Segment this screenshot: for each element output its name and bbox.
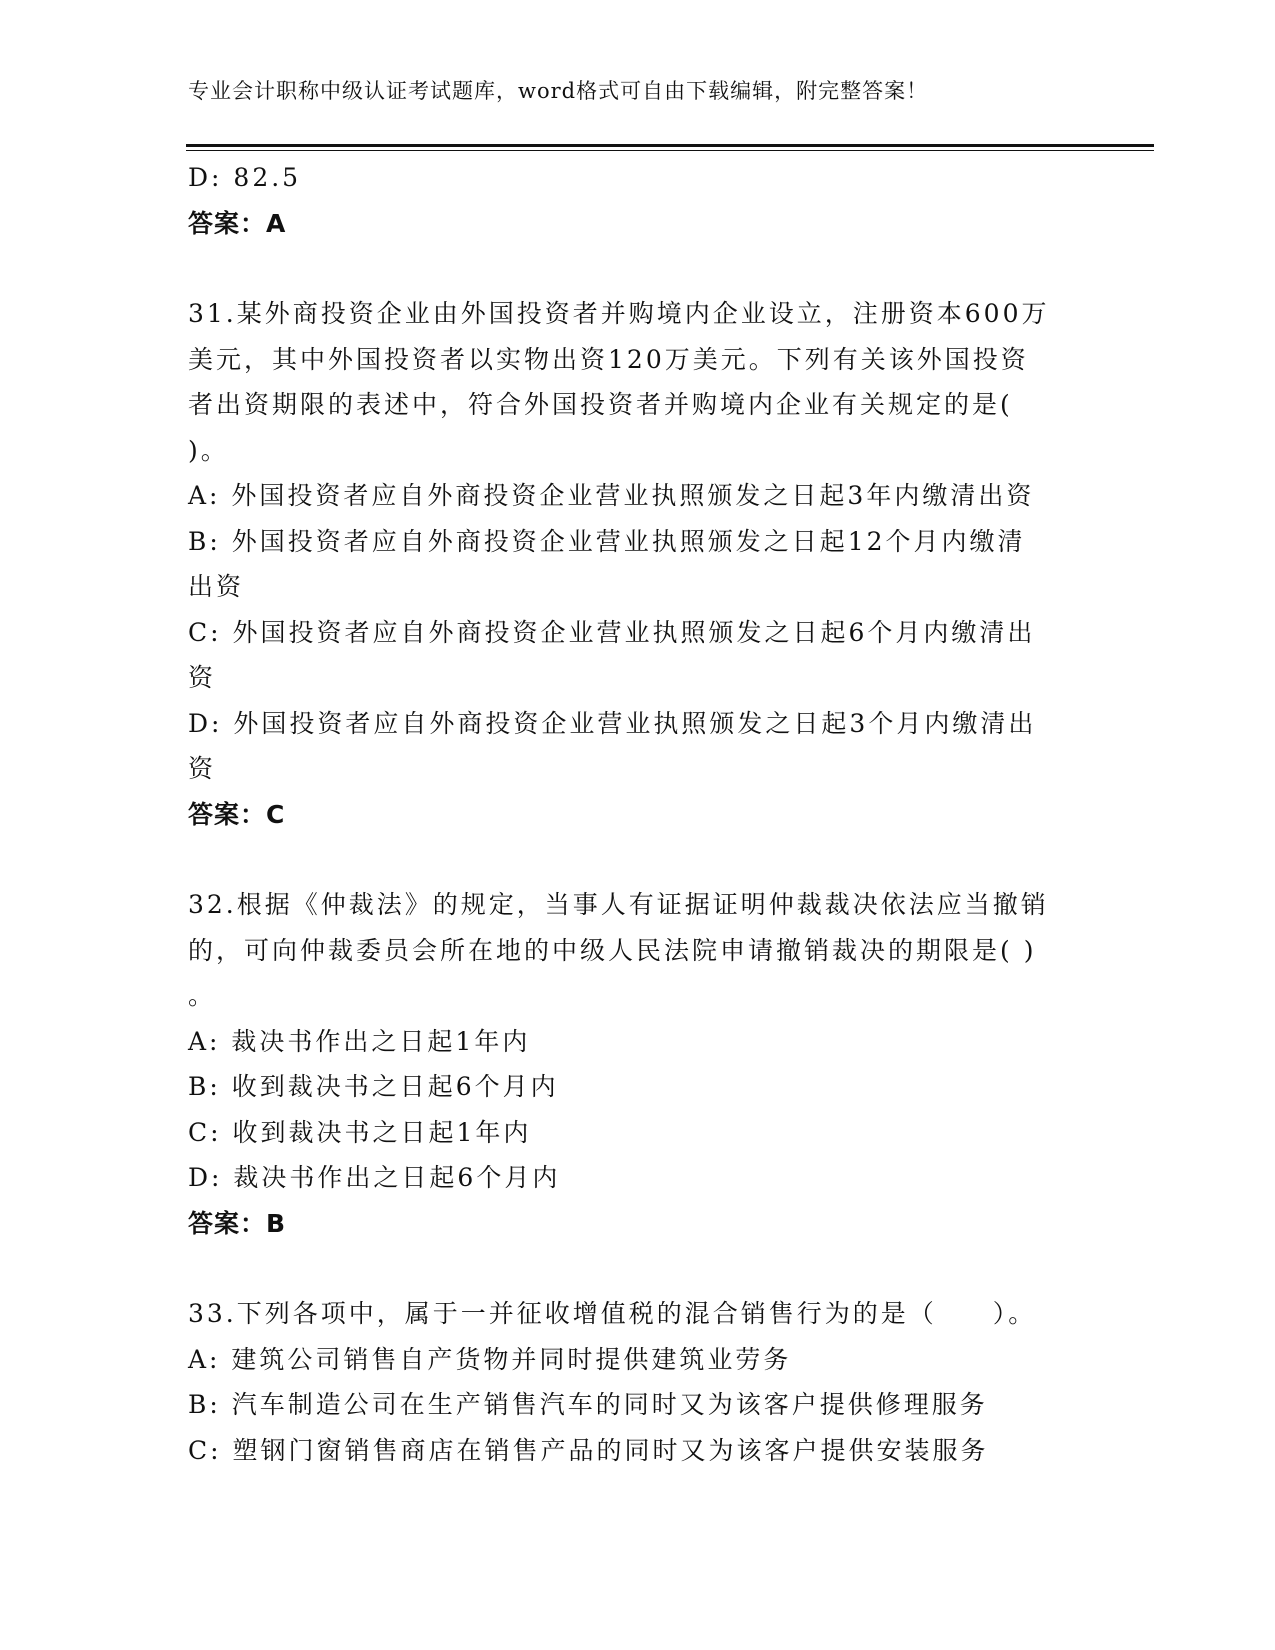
q31-stem-line: 者出资期限的表述中，符合外国投资者并购境内企业有关规定的是(: [188, 390, 1013, 419]
q31-option-d: D: 外国投资者应自外商投资企业营业执照颁发之日起3个月内缴清出: [188, 708, 1037, 738]
page-header: 专业会计职称中级认证考试题库，word格式可自由下载编辑，附完整答案！: [188, 79, 929, 103]
q31-stem-line: 美元，其中外国投资者以实物出资120万美元。下列有关该外国投资: [188, 344, 1029, 374]
q33-stem-line: 33.下列各项中，属于一并征收增值税的混合销售行为的是（ ）。: [188, 1299, 1037, 1328]
q32-option-a: A: 裁决书作出之日起1年内: [188, 1026, 531, 1056]
q33-option-a: A: 建筑公司销售自产货物并同时提供建筑业劳务: [188, 1344, 792, 1374]
q31-option-d-cont: 资: [188, 754, 217, 783]
q32-option-b: B: 收到裁决书之日起6个月内: [188, 1072, 559, 1101]
q32-stem-line: 。: [188, 981, 217, 1010]
q31-option-b: B: 外国投资者应自外商投资企业营业执照颁发之日起12个月内缴清: [188, 526, 1026, 556]
header-rule-thick: [186, 144, 1154, 147]
q31-stem-line: )。: [188, 435, 229, 465]
q32-option-d: D: 裁决书作出之日起6个月内: [188, 1163, 561, 1192]
q32-stem-line: 32.根据《仲裁法》的规定，当事人有证据证明仲裁裁决依法应当撤销: [188, 890, 1049, 919]
header-rule-thin: [186, 150, 1154, 151]
q31-option-c-cont: 资: [188, 663, 217, 692]
q32-stem-line: 的，可向仲裁委员会所在地的中级人民法院申请撤销裁决的期限是( ): [188, 935, 1037, 965]
q31-option-b-cont: 出资: [188, 572, 245, 601]
q32-answer: 答案：B: [188, 1208, 287, 1238]
prev-option-d: D: 82.5: [188, 163, 302, 192]
prev-answer: 答案：A: [188, 208, 287, 238]
spacer: [188, 837, 1078, 882]
q31-option-a: A: 外国投资者应自外商投资企业营业执照颁发之日起3年内缴清出资: [188, 481, 1035, 510]
spacer: [188, 246, 1078, 291]
spacer: [188, 1246, 1078, 1291]
q32-option-c: C: 收到裁决书之日起1年内: [188, 1117, 532, 1147]
q31-answer: 答案：C: [188, 799, 286, 829]
q31-stem-line: 31.某外商投资企业由外国投资者并购境内企业设立，注册资本600万: [188, 299, 1050, 328]
q33-option-c: C: 塑钢门窗销售商店在销售产品的同时又为该客户提供安装服务: [188, 1435, 989, 1465]
q33-option-b: B: 汽车制造公司在生产销售汽车的同时又为该客户提供修理服务: [188, 1390, 988, 1419]
q31-option-c: C: 外国投资者应自外商投资企业营业执照颁发之日起6个月内缴清出: [188, 617, 1036, 647]
question-content: [188, 155, 1078, 1473]
